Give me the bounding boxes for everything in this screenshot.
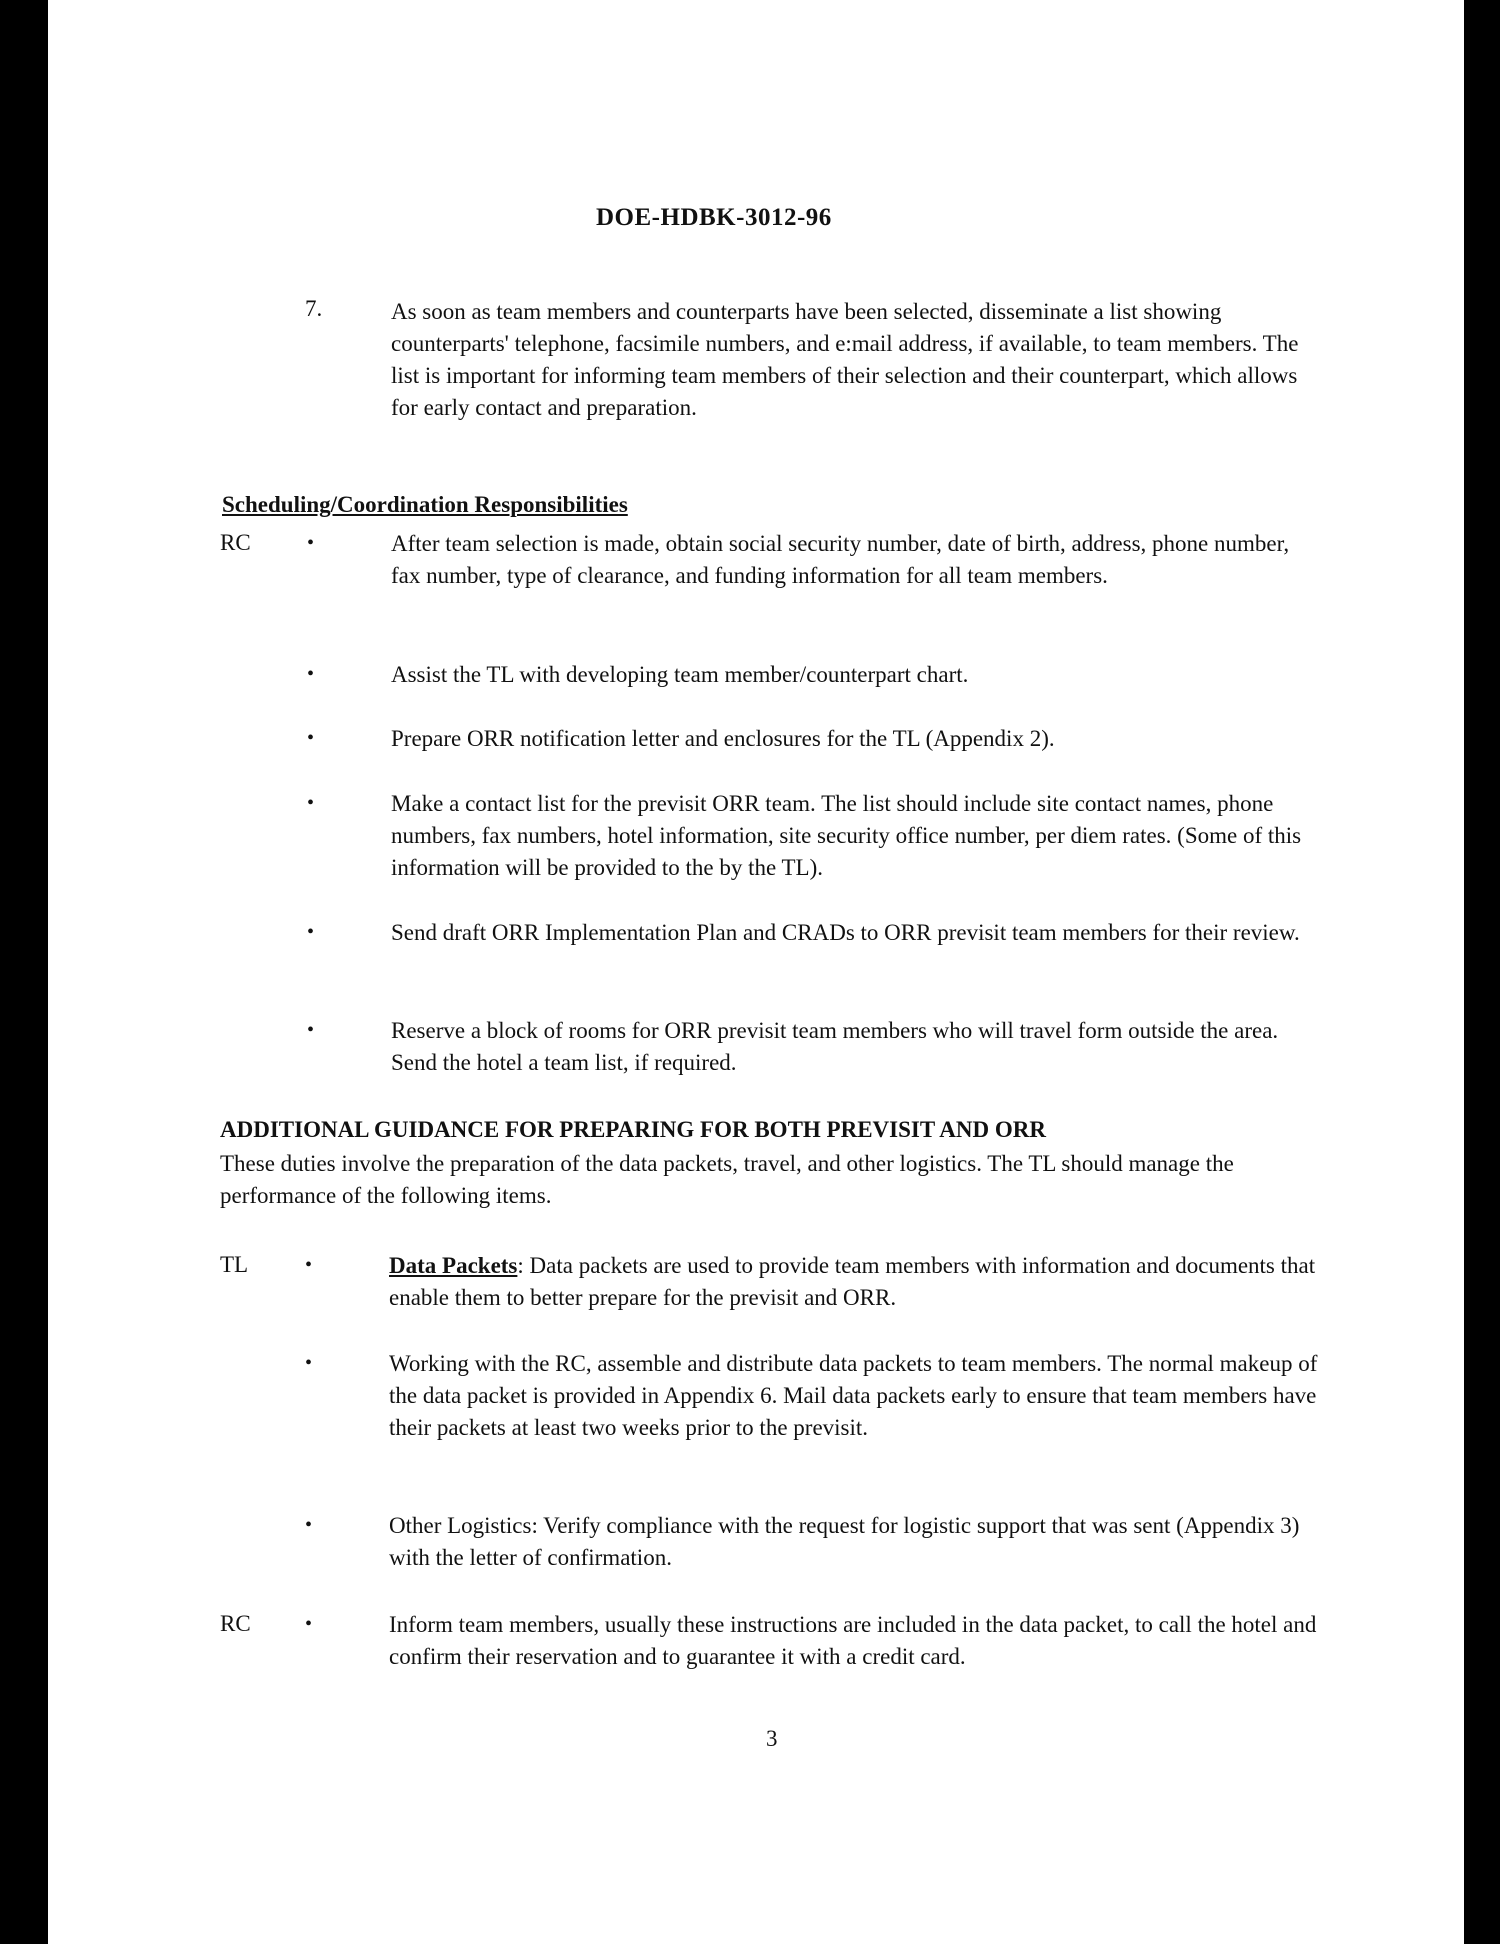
bullet-marker: • xyxy=(305,1352,313,1374)
bullet-marker: • xyxy=(305,1613,313,1635)
tl-bullet-other-logistics: Other Logistics: Verify compliance with the request for logistic support that was sent (Appendix 3) with the letter of confirmation. xyxy=(389,1513,1300,1570)
role-label-rc-2: RC xyxy=(220,1611,251,1636)
scheduling-bullet-3: Prepare ORR notification letter and enclosures for the TL (Appendix 2). xyxy=(391,726,1055,751)
bullet-marker: • xyxy=(305,1254,313,1276)
role-label-rc: RC xyxy=(220,530,251,555)
scheduling-bullet-4: Make a contact list for the previsit ORR team. The list should include site contact names, phone numbers, fax numbers, hotel information, site security office number, per diem rates. (Some of this information will be provided to the by the TL). xyxy=(391,791,1302,880)
page-number: 3 xyxy=(766,1726,778,1751)
additional-guidance-heading: ADDITIONAL GUIDANCE FOR PREPARING FOR BOTH PREVISIT AND ORR xyxy=(220,1117,1046,1142)
scheduling-heading: Scheduling/Coordination Responsibilities xyxy=(222,492,628,517)
bullet-marker: • xyxy=(307,1019,315,1041)
scheduling-bullet-1: After team selection is made, obtain social security number, date of birth, address, phone number, fax number, type of clearance, and funding information for all team members. xyxy=(391,531,1290,588)
item-7-number: 7. xyxy=(305,296,323,321)
bullet-marker: • xyxy=(307,532,315,554)
bullet-marker: • xyxy=(305,1514,313,1536)
data-packets-label: Data Packets xyxy=(389,1253,518,1278)
scheduling-bullet-5: Send draft ORR Implementation Plan and CRADs to ORR previsit team members for their review. xyxy=(391,920,1300,945)
tl-bullet-working-with-rc: Working with the RC, assemble and distribute data packets to team members. The normal makeup of the data packet is provided in Appendix 6. Mail data packets early to ensure that team members have their packets at least two weeks prior to the previsit. xyxy=(389,1351,1318,1440)
document-id: DOE-HDBK-3012-96 xyxy=(596,204,832,231)
item-7-text: As soon as team members and counterparts have been selected, disseminate a list showing counterparts' telephone, facsimile numbers, and e:mail address, if available, to team members. The list is important for informing team members of their selection and their counterpart, which allows for early contact and preparation. xyxy=(391,299,1299,420)
rc-bullet-inform-team: Inform team members, usually these instructions are included in the data packet, to call the hotel and confirm their reservation and to guarantee it with a credit card. xyxy=(389,1612,1317,1669)
role-label-tl: TL xyxy=(220,1252,249,1277)
scan-border xyxy=(1464,0,1500,1944)
bullet-marker: • xyxy=(307,921,315,943)
scheduling-bullet-6: Reserve a block of rooms for ORR previsit team members who will travel form outside the area. Send the hotel a team list, if required. xyxy=(391,1018,1279,1075)
data-packets-text: : Data packets are used to provide team members with information and documents that enable them to better prepare for the previsit and ORR. xyxy=(389,1253,1316,1310)
bullet-marker: • xyxy=(307,727,315,749)
additional-guidance-intro: These duties involve the preparation of the data packets, travel, and other logistics. The TL should manage the performance of the following items. xyxy=(220,1151,1234,1208)
bullet-marker: • xyxy=(307,792,315,814)
scheduling-bullet-2: Assist the TL with developing team member/counterpart chart. xyxy=(391,662,969,687)
bullet-marker: • xyxy=(307,663,315,685)
data-packets-bullet xyxy=(389,1250,1319,1314)
